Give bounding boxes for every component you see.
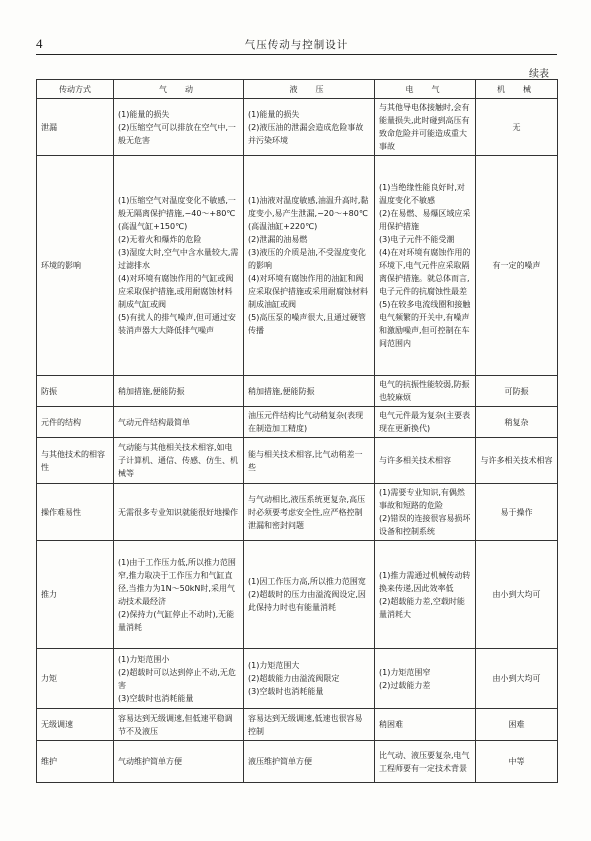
continued-label: 续表 xyxy=(529,69,549,80)
cell-text-line: 气动维护简单方便 xyxy=(118,757,182,766)
cell-text-line: (1)力矩范围小 xyxy=(118,654,170,664)
cell-hydraulic xyxy=(244,484,375,541)
table-body xyxy=(37,99,558,783)
cell-text-line: (2)过载能力差 xyxy=(379,680,431,690)
cell-mechanical xyxy=(476,709,558,741)
cell-text-line: (1)因工作压力高,所以推力范围宽 xyxy=(248,577,366,586)
column-header-pneumatic: 气 动 xyxy=(114,80,244,99)
cell-hydraulic xyxy=(244,741,375,783)
cell-text-line: 中等 xyxy=(508,757,525,766)
cell-text-line: 容易达到无级调速,但低速平稳调节不及液压 xyxy=(118,713,233,736)
cell-pneumatic xyxy=(114,709,244,741)
cell-text-line: 气动元件结构最简单 xyxy=(118,417,190,427)
cell-text-line: (2)保持力(气缸停止不动时),无能量消耗 xyxy=(118,609,235,632)
cell-pneumatic xyxy=(114,99,244,156)
cell-electric xyxy=(375,541,476,649)
cell-text-line: (1)需要专业知识,有偶然事故和短路的危险 xyxy=(379,488,465,510)
cell-text-line: 比气动、液压要复杂,电气工程师要有一定技术背景 xyxy=(379,750,470,773)
row-label: 维护 xyxy=(37,741,114,783)
cell-text-line: (1)力矩范围窄 xyxy=(379,667,431,677)
cell-text-line: 由小到大均可 xyxy=(492,590,541,599)
cell-text-line: (1)能量的损失 xyxy=(248,109,300,119)
table-row xyxy=(37,541,558,649)
row-label: 力矩 xyxy=(37,649,114,709)
cell-text-line: 有一定的噪声 xyxy=(492,261,541,270)
cell-text-line: 稍加措施,便能防振 xyxy=(248,386,315,396)
table-row xyxy=(37,99,558,156)
cell-mechanical xyxy=(476,484,558,541)
cell-text-line: (2)超载能力由溢流阀限定 xyxy=(248,674,340,683)
cell-text-line: 与气动相比,液压系统更复杂,高压时必须要考虑安全性,应严格控制泄漏和密封问题 xyxy=(248,494,366,530)
cell-mechanical xyxy=(476,649,558,709)
cell-pneumatic xyxy=(114,541,244,649)
table-row xyxy=(37,438,558,484)
row-label: 元件的结构 xyxy=(37,407,114,438)
cell-mechanical xyxy=(476,541,558,649)
cell-pneumatic xyxy=(114,156,244,376)
cell-text-line: 困难 xyxy=(508,720,525,729)
cell-text-line: (5)在较多电流线圈和接触电气频繁的开关中,有噪声和激励噪声,但可控制在车间范围内 xyxy=(379,300,471,348)
cell-text-line: (3)电子元件不能受潮 xyxy=(379,235,455,244)
cell-text-line: 稍加措施,便能防振 xyxy=(118,386,185,396)
cell-hydraulic xyxy=(244,407,375,438)
cell-text-line: 液压维护简单方便 xyxy=(248,757,312,766)
cell-hydraulic xyxy=(244,541,375,649)
cell-text-line: (2)无着火和爆炸的危险 xyxy=(118,235,202,244)
cell-pneumatic xyxy=(114,649,244,709)
table-row xyxy=(37,649,558,709)
cell-text-line: (1)由于工作压力低,所以推力范围窄,推力取决于工作压力和气缸直径,当推力为1N～50kN时,采用气动技术最经济 xyxy=(118,557,236,606)
cell-electric xyxy=(375,99,476,156)
cell-text-line: (5)高压泵的噪声很大,且通过硬管传播 xyxy=(248,313,366,335)
cell-text-line: (2)超载时的压力由溢流阀设定,因此保持力时也有能量消耗 xyxy=(248,590,366,612)
cell-electric xyxy=(375,156,476,376)
cell-pneumatic xyxy=(114,376,244,407)
table-header-row xyxy=(37,80,558,99)
cell-mechanical xyxy=(476,741,558,783)
table-row xyxy=(37,376,558,407)
cell-text-line: (1)能量的损失 xyxy=(118,109,170,119)
comparison-table xyxy=(36,79,558,783)
cell-hydraulic xyxy=(244,649,375,709)
cell-text-line: (2)液压油的泄漏会造成危险事故并污染环境 xyxy=(248,122,364,145)
cell-mechanical xyxy=(476,156,558,376)
cell-text-line: (4)对环境有腐蚀作用的油缸和阀应采取保护措施或采用耐腐蚀材料制成油缸或阀 xyxy=(248,274,368,309)
cell-hydraulic xyxy=(244,99,375,156)
cell-text-line: (1)力矩范围大 xyxy=(248,661,300,670)
cell-electric xyxy=(375,741,476,783)
cell-text-line: 与其他导电体接触时,会有能量损失,此时碰到高压有致命危险并可能造成重大事故 xyxy=(379,103,470,151)
row-label: 无级调速 xyxy=(37,709,114,741)
cell-text-line: (2)压缩空气可以排放在空气中,一般无危害 xyxy=(118,122,236,145)
cell-hydraulic xyxy=(244,709,375,741)
table-row xyxy=(37,741,558,783)
cell-text-line: (2)错误的连接很容易损坏设备和控制系统 xyxy=(379,514,471,536)
cell-text-line: 油压元件结构比气动稍复杂(表现在制造加工精度) xyxy=(248,411,364,433)
table-row xyxy=(37,407,558,438)
cell-text-line: 无 xyxy=(512,122,521,132)
table-row xyxy=(37,156,558,376)
column-header-mode: 传动方式 xyxy=(37,80,114,99)
page-header xyxy=(36,36,557,54)
cell-hydraulic xyxy=(244,156,375,376)
cell-pneumatic xyxy=(114,407,244,438)
cell-text-line: (4)在对环境有腐蚀作用的环境下,电气元件应采取隔离保护措施。就总体而言,电子元件的抗腐蚀性最差 xyxy=(379,248,471,296)
cell-hydraulic xyxy=(244,376,375,407)
cell-text-line: (3)空载时也消耗能量 xyxy=(118,693,194,703)
header-rule xyxy=(36,54,557,55)
cell-text-line: 电气的抗振性能较弱,防振也较麻烦 xyxy=(379,380,470,402)
cell-text-line: 稍复杂 xyxy=(504,417,529,427)
cell-electric xyxy=(375,484,476,541)
row-label: 泄漏 xyxy=(37,99,114,156)
row-label: 推力 xyxy=(37,541,114,649)
table-row xyxy=(37,709,558,741)
cell-text-line: 由小到大均可 xyxy=(492,674,541,683)
cell-electric xyxy=(375,649,476,709)
cell-text-line: 可防振 xyxy=(504,386,529,396)
column-header-mechanical: 机 械 xyxy=(476,80,558,99)
cell-text-line: 气动能与其他相关技术相容,如电子计算机、通信、传感、仿生、机械等 xyxy=(118,443,238,478)
cell-text-line: (2)超载能力差,空载时能量消耗大 xyxy=(379,596,465,619)
table-row xyxy=(37,484,558,541)
cell-text-line: (5)有扰人的排气噪声,但可通过安装消声器大大降低排气噪声 xyxy=(118,313,236,335)
cell-text-line: (3)空载时也消耗能量 xyxy=(248,687,324,696)
cell-text-line: 与许多相关技术相容 xyxy=(379,456,451,465)
row-label: 操作难易性 xyxy=(37,484,114,541)
cell-electric xyxy=(375,709,476,741)
cell-text-line: 电气元件最为复杂(主要表现在更新换代) xyxy=(379,411,471,433)
page-number: 4 xyxy=(36,36,43,51)
cell-text-line: (2)超载时可以达到停止不动,无危害 xyxy=(118,667,236,690)
row-label: 防振 xyxy=(37,376,114,407)
cell-text-line: (2)泄漏的油易燃 xyxy=(248,235,308,244)
cell-text-line: 易于操作 xyxy=(500,507,533,517)
cell-text-line: (1)当绝缘性能良好时,对温度变化不敏感 xyxy=(379,183,465,205)
cell-pneumatic xyxy=(114,438,244,484)
cell-pneumatic xyxy=(114,484,244,541)
cell-text-line: 稍困难 xyxy=(379,720,403,729)
row-label: 与其他技术的相容性 xyxy=(37,438,114,484)
cell-mechanical xyxy=(476,438,558,484)
cell-text-line: 无需很多专业知识就能很好地操作 xyxy=(118,507,238,517)
cell-text-line: 容易达到无级调速,低速也很容易控制 xyxy=(248,713,363,736)
cell-text-line: 与许多相关技术相容 xyxy=(480,456,553,465)
cell-mechanical xyxy=(476,99,558,156)
cell-electric xyxy=(375,407,476,438)
cell-electric xyxy=(375,376,476,407)
cell-text-line: (1)油液对温度敏感,油温升高时,黏度变小,易产生泄漏,−20～+80℃(高温油缸+220℃) xyxy=(248,196,369,231)
cell-mechanical xyxy=(476,376,558,407)
cell-text-line: (1)压缩空气对温度变化不敏感,一般无隔离保护措施,−40～+80℃(高温气缸+150℃) xyxy=(118,196,236,231)
cell-text-line: (1)推力需通过机械传动转换来传递,因此效率低 xyxy=(379,570,471,593)
book-title: 气压传动与控制设计 xyxy=(244,39,349,51)
cell-text-line: 能与相关技术相容,比气动稍差一些 xyxy=(248,449,363,472)
cell-text-line: (2)在易燃、易爆区域应采用保护措施 xyxy=(379,209,471,231)
cell-text-line: (4)对环境有腐蚀作用的气缸或阀应采取保护措施,或用耐腐蚀材料制成气缸或阀 xyxy=(118,274,234,309)
cell-hydraulic xyxy=(244,438,375,484)
cell-text-line: (3)湿度大时,空气中含水量较大,需过滤排水 xyxy=(118,248,239,270)
row-label: 环境的影响 xyxy=(37,156,114,376)
cell-mechanical xyxy=(476,407,558,438)
cell-text-line: (3)液压的介质是油,不受湿度变化的影响 xyxy=(248,248,366,270)
cell-electric xyxy=(375,438,476,484)
cell-pneumatic xyxy=(114,741,244,783)
column-header-hydraulic: 液 压 xyxy=(244,80,375,99)
column-header-electric: 电 气 xyxy=(375,80,476,99)
